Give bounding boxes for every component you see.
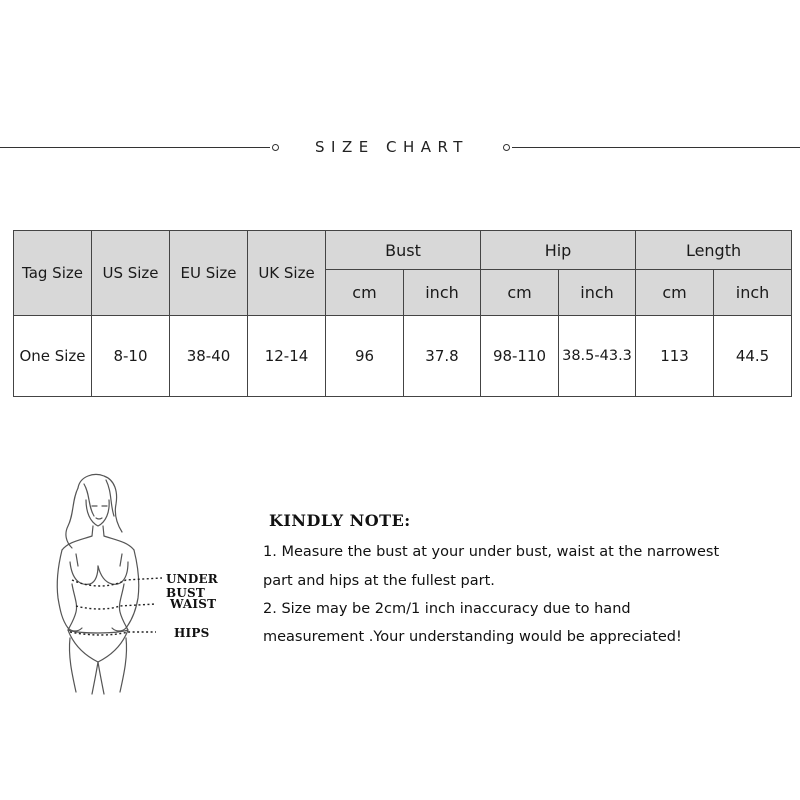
label-hips: HIPS	[174, 626, 210, 640]
header-hip: Hip	[481, 231, 636, 270]
cell-eu-size: 38-40	[170, 316, 248, 397]
page-title: SIZE CHART	[315, 138, 469, 156]
header-length: Length	[636, 231, 792, 270]
table-header-row	[14, 231, 792, 270]
cell-bust-cm: 96	[326, 316, 404, 397]
cell-length-cm: 113	[636, 316, 714, 397]
title-rule-dot-right	[503, 144, 510, 151]
cell-hip-cm: 98-110	[481, 316, 559, 397]
cell-tag-size: One Size	[14, 316, 92, 397]
note-title: KINDLY NOTE:	[269, 511, 411, 530]
cell-bust-inch: 37.8	[404, 316, 481, 397]
subheader-bust-cm: cm	[326, 270, 404, 316]
cell-length-inch: 44.5	[714, 316, 792, 397]
measurement-figure	[20, 470, 260, 700]
subheader-hip-inch: inch	[559, 270, 636, 316]
title-rule-left	[0, 147, 270, 148]
note-line-3: 2. Size may be 2cm/1 inch inaccuracy due to hand	[263, 601, 631, 617]
cell-us-size: 8-10	[92, 316, 170, 397]
cell-hip-inch: 38.5-43.3	[559, 316, 636, 397]
header-us-size: US Size	[92, 231, 170, 316]
header-tag-size: Tag Size	[14, 231, 92, 316]
note-line-2: part and hips at the fullest part.	[263, 573, 495, 589]
table-row	[14, 316, 792, 397]
size-chart-table	[13, 230, 792, 397]
cell-uk-size: 12-14	[248, 316, 326, 397]
title-rule-right	[512, 147, 800, 148]
note-line-4: measurement .Your understanding would be appreciated!	[263, 629, 682, 645]
subheader-bust-inch: inch	[404, 270, 481, 316]
subheader-hip-cm: cm	[481, 270, 559, 316]
label-waist: WAIST	[170, 597, 217, 611]
title-rule-dot-left	[272, 144, 279, 151]
header-eu-size: EU Size	[170, 231, 248, 316]
subheader-length-cm: cm	[636, 270, 714, 316]
note-line-1: 1. Measure the bust at your under bust, waist at the narrowest	[263, 544, 720, 560]
header-uk-size: UK Size	[248, 231, 326, 316]
subheader-length-inch: inch	[714, 270, 792, 316]
label-under-bust: UNDER BUST	[166, 572, 218, 600]
header-bust: Bust	[326, 231, 481, 270]
